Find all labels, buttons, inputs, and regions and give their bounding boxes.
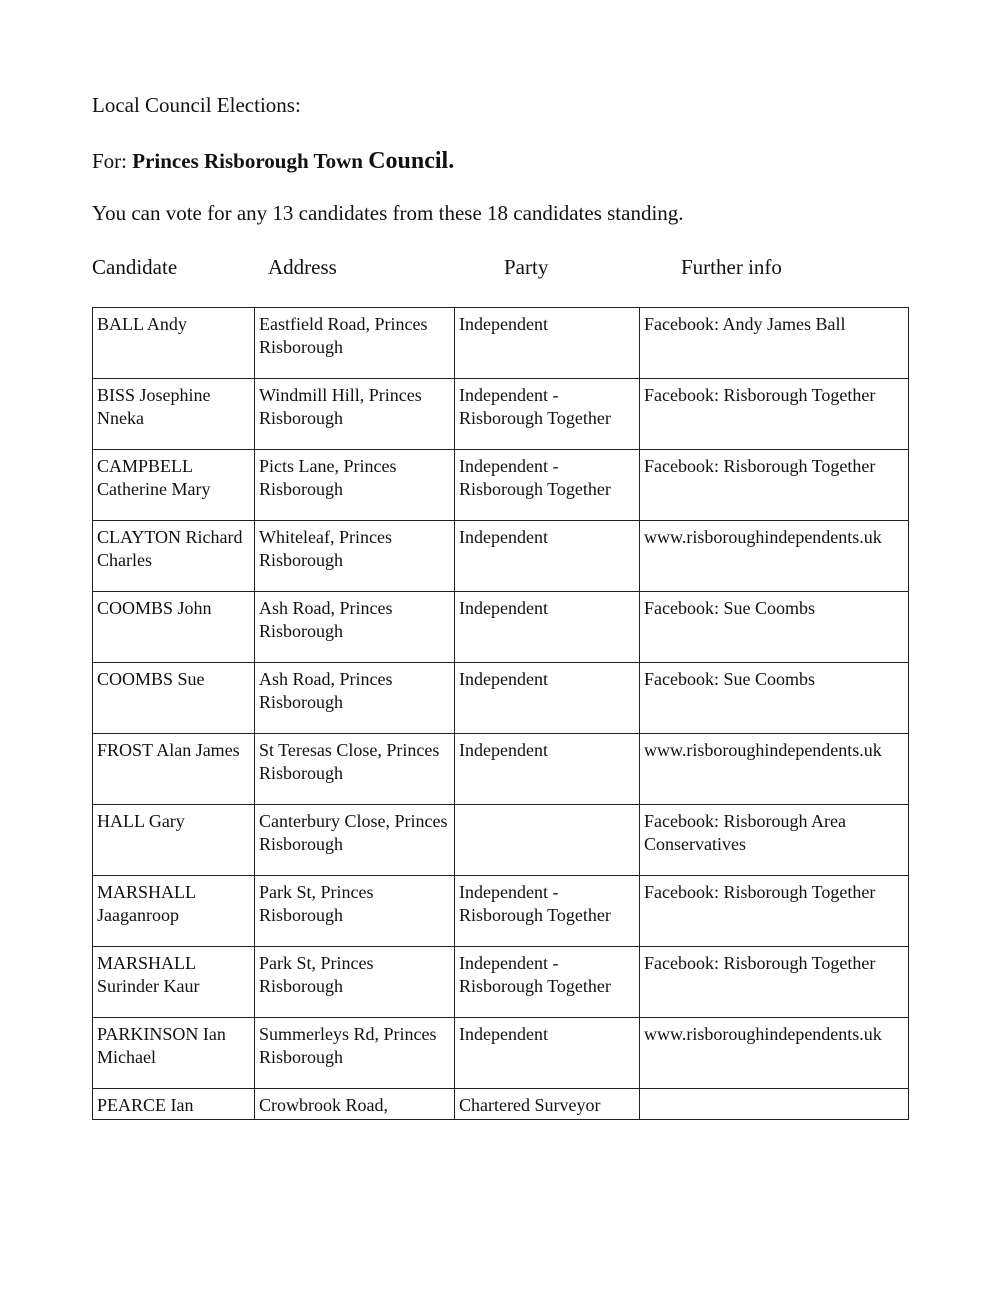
candidate-further-info: Facebook: Risborough Together — [640, 876, 909, 947]
candidate-further-info: Facebook: Sue Coombs — [640, 592, 909, 663]
candidate-address: Summerleys Rd, Princes Risborough — [255, 1018, 455, 1089]
council-name-end: Council. — [368, 148, 455, 174]
candidate-name: MARSHALL Surinder Kaur — [93, 947, 255, 1018]
voting-instruction: You can vote for any 13 candidates from these 18 candidates standing. — [92, 201, 684, 225]
table-row — [93, 379, 909, 450]
candidate-party — [455, 805, 640, 876]
council-name-main: Princes Risborough Town — [132, 149, 369, 173]
candidate-name: BISS Josephine Nneka — [93, 379, 255, 450]
candidate-name: HALL Gary — [93, 805, 255, 876]
candidate-party: Independent — [455, 521, 640, 592]
column-header-candidate: Candidate — [92, 255, 178, 279]
column-header-party: Party — [504, 255, 549, 279]
candidate-name: CAMPBELL Catherine Mary — [93, 450, 255, 521]
candidate-address: Whiteleaf, Princes Risborough — [255, 521, 455, 592]
council-line — [92, 148, 454, 175]
candidate-address: Ash Road, Princes Risborough — [255, 663, 455, 734]
table-row — [93, 876, 909, 947]
candidate-address: Eastfield Road, Princes Risborough — [255, 308, 455, 379]
table-row — [93, 308, 909, 379]
page-heading: Local Council Elections: — [92, 93, 301, 117]
table-row — [93, 521, 909, 592]
table-row — [93, 1018, 909, 1089]
column-header-further-info: Further info — [681, 255, 782, 279]
candidate-party: Independent - Risborough Together — [455, 876, 640, 947]
candidate-further-info: www.risboroughindependents.uk — [640, 734, 909, 805]
table-row — [93, 805, 909, 876]
candidate-further-info: Facebook: Sue Coombs — [640, 663, 909, 734]
table-row — [93, 663, 909, 734]
candidate-address: Ash Road, Princes Risborough — [255, 592, 455, 663]
candidate-name: PARKINSON Ian Michael — [93, 1018, 255, 1089]
candidate-party: Chartered Surveyor — [455, 1089, 640, 1120]
candidate-party: Independent - Risborough Together — [455, 450, 640, 521]
candidate-name: COOMBS Sue — [93, 663, 255, 734]
candidate-further-info — [640, 1089, 909, 1120]
candidate-name: MARSHALL Jaaganroop — [93, 876, 255, 947]
candidate-name: COOMBS John — [93, 592, 255, 663]
candidate-address: Windmill Hill, Princes Risborough — [255, 379, 455, 450]
candidate-name: FROST Alan James — [93, 734, 255, 805]
council-prefix: For: — [92, 149, 133, 173]
table-row — [93, 450, 909, 521]
candidate-party: Independent - Risborough Together — [455, 947, 640, 1018]
candidate-party: Independent — [455, 734, 640, 805]
candidate-address: St Teresas Close, Princes Risborough — [255, 734, 455, 805]
candidate-further-info: Facebook: Risborough Together — [640, 379, 909, 450]
candidate-party: Independent — [455, 592, 640, 663]
column-header-address: Address — [268, 255, 337, 279]
candidate-name: PEARCE Ian — [93, 1089, 255, 1120]
candidate-address: Park St, Princes Risborough — [255, 876, 455, 947]
table-row — [93, 947, 909, 1018]
candidate-party: Independent — [455, 1018, 640, 1089]
candidate-address: Canterbury Close, Princes Risborough — [255, 805, 455, 876]
candidate-address: Park St, Princes Risborough — [255, 947, 455, 1018]
table-row — [93, 1089, 909, 1120]
candidate-party: Independent — [455, 663, 640, 734]
candidate-further-info: Facebook: Andy James Ball — [640, 308, 909, 379]
candidate-party: Independent — [455, 308, 640, 379]
candidate-further-info: www.risboroughindependents.uk — [640, 1018, 909, 1089]
candidate-party: Independent - Risborough Together — [455, 379, 640, 450]
candidate-further-info: www.risboroughindependents.uk — [640, 521, 909, 592]
candidate-name: BALL Andy — [93, 308, 255, 379]
table-row — [93, 734, 909, 805]
candidate-name: CLAYTON Richard Charles — [93, 521, 255, 592]
candidate-further-info: Facebook: Risborough Together — [640, 450, 909, 521]
candidates-table — [92, 307, 909, 1120]
table-row — [93, 592, 909, 663]
candidate-address: Crowbrook Road, — [255, 1089, 455, 1120]
candidate-further-info: Facebook: Risborough Together — [640, 947, 909, 1018]
candidate-address: Picts Lane, Princes Risborough — [255, 450, 455, 521]
council-name — [132, 149, 454, 173]
candidate-further-info: Facebook: Risborough Area Conservatives — [640, 805, 909, 876]
